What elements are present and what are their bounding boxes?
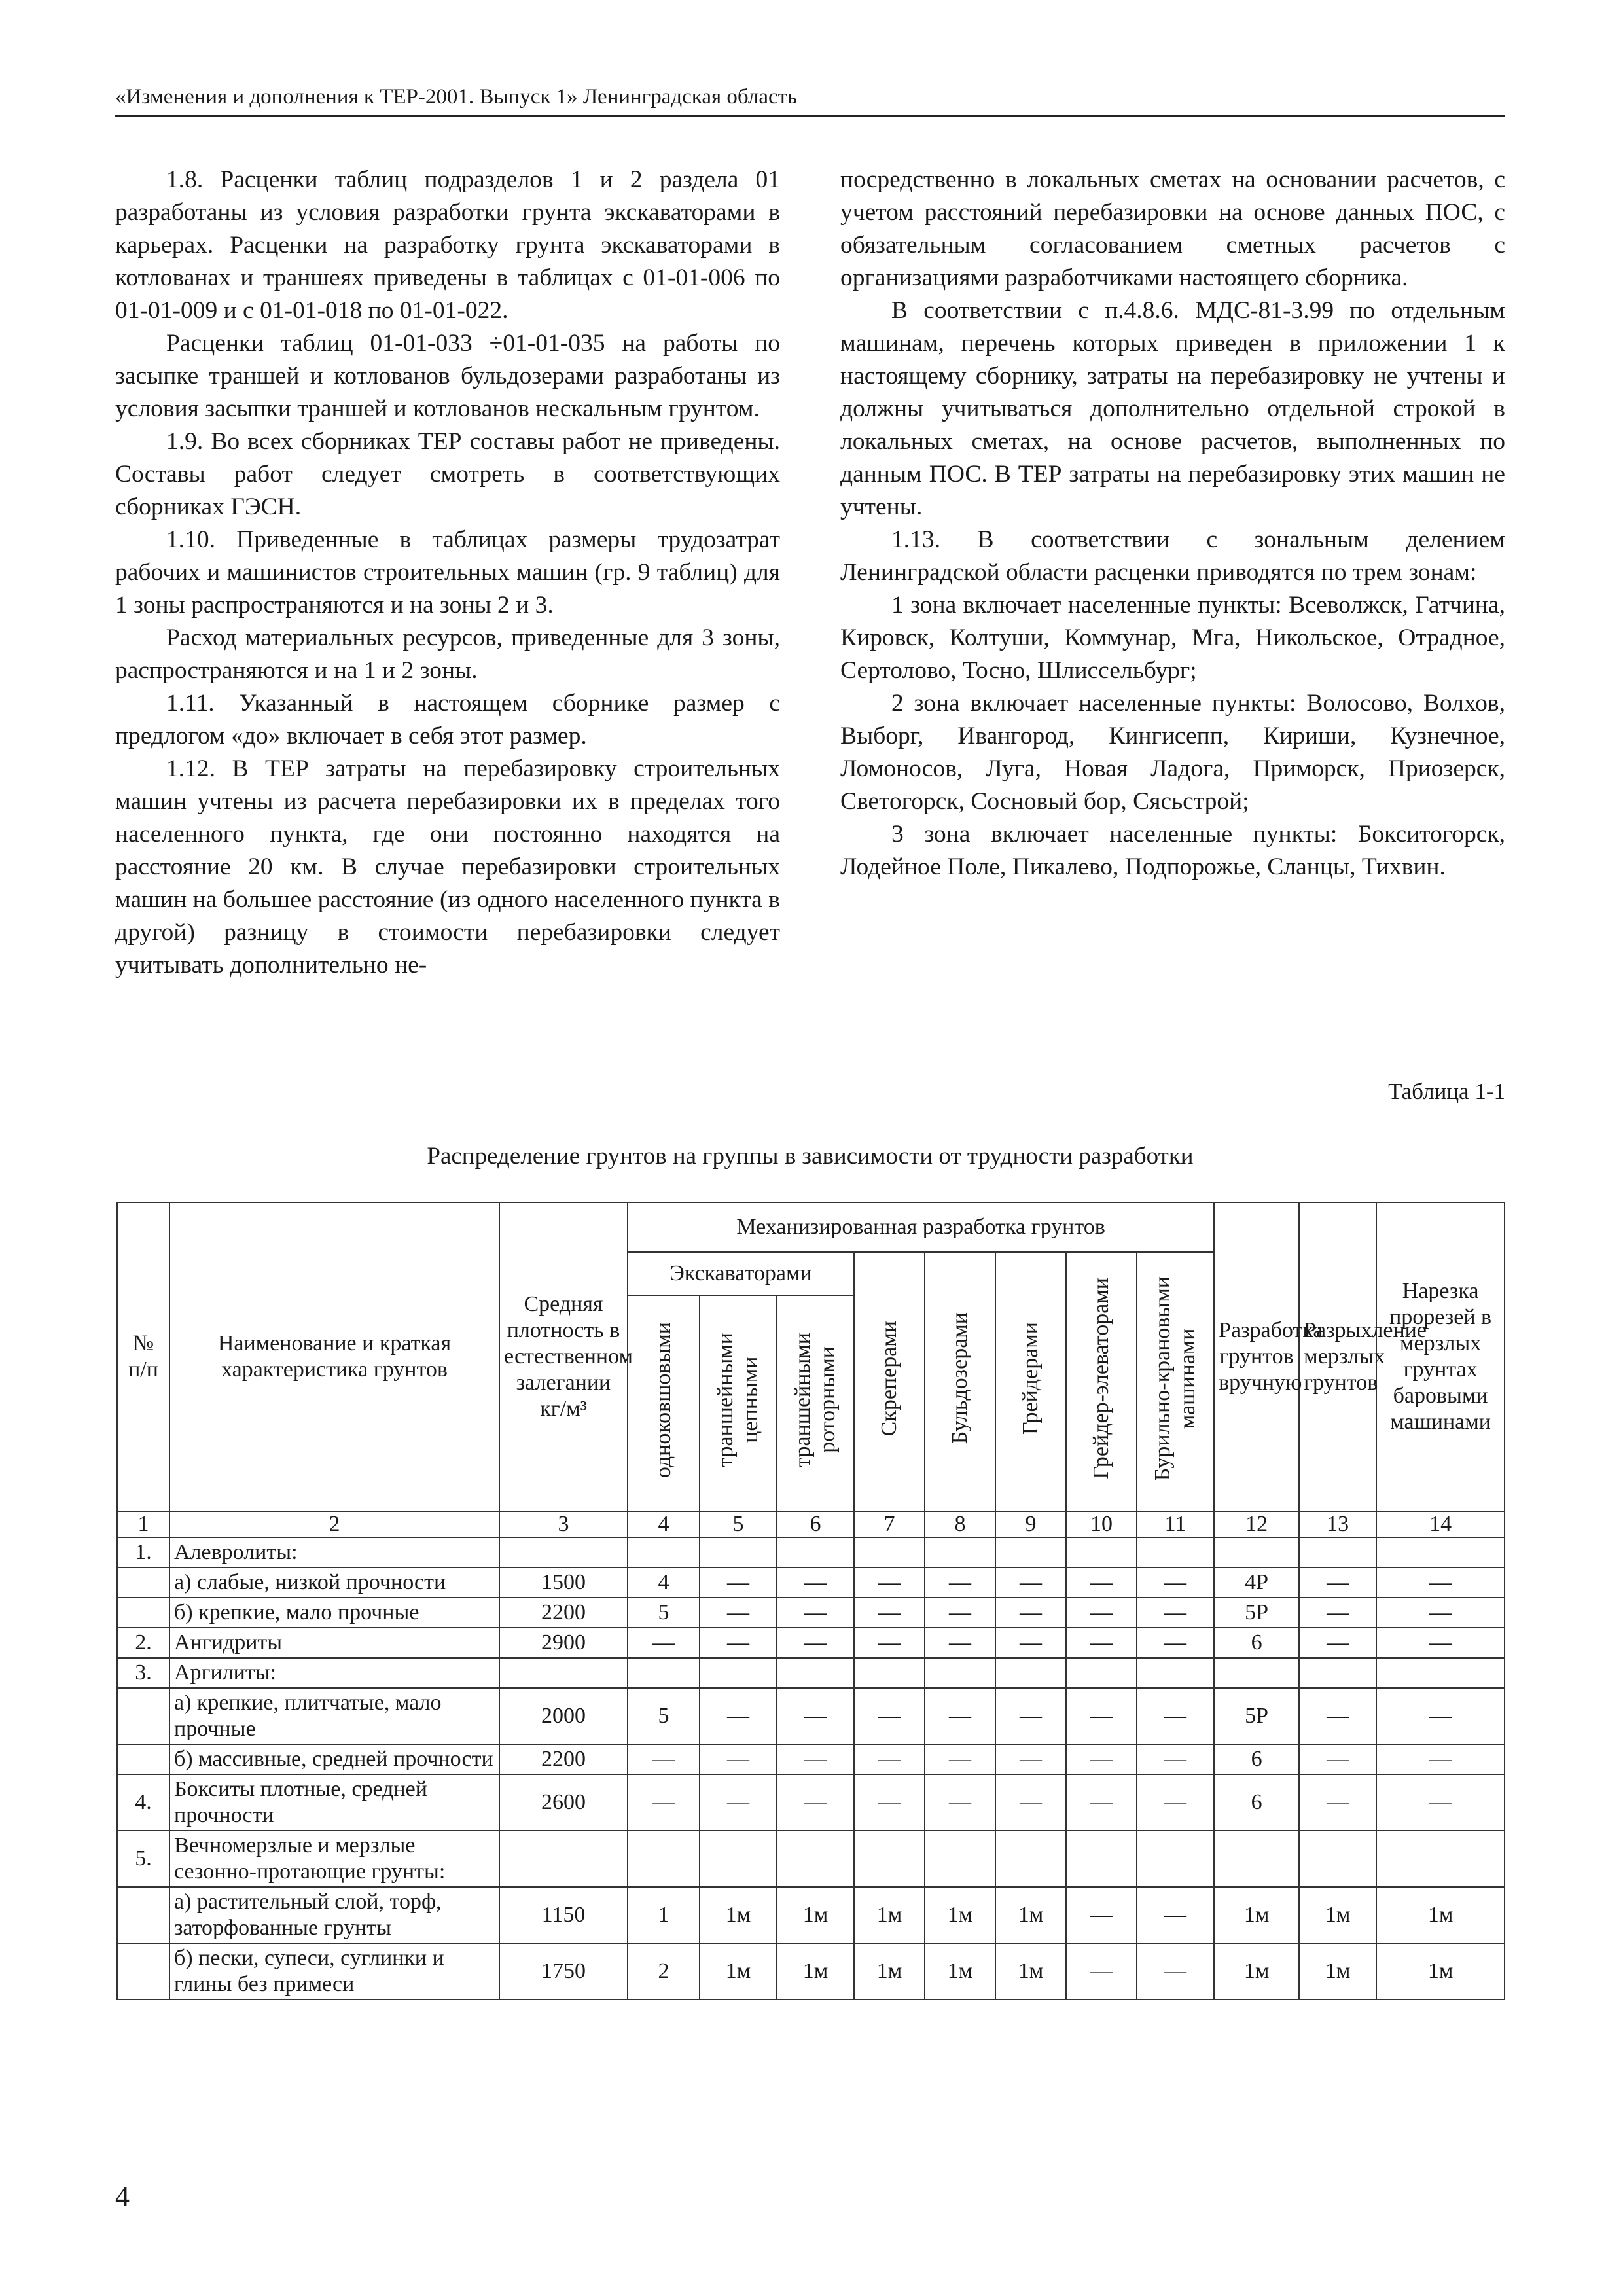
header-cutting: Нарезка прорезей в мерзлых грунтах баровыми машинами	[1376, 1202, 1505, 1511]
table-cell: —	[777, 1598, 854, 1628]
paragraph: Расценки таблиц 01-01-033 ÷01-01-035 на работы по засыпке траншей и котлованов бульдозерами разработаны из условия засыпки траншей и котлованов нескальным грунтом.	[115, 330, 780, 422]
table-cell: —	[777, 1628, 854, 1658]
table-cell	[925, 1831, 995, 1887]
table-cell: —	[995, 1744, 1066, 1774]
table-caption: Таблица 1-1	[1388, 1079, 1505, 1104]
row-name: Вечномерзлые и мерзлые сезонно-протающие грунты:	[169, 1831, 499, 1887]
table-cell	[700, 1658, 777, 1688]
table-cell: —	[995, 1774, 1066, 1831]
table-cell: —	[925, 1568, 995, 1598]
table-cell: 1м	[700, 1887, 777, 1943]
table-cell: —	[700, 1744, 777, 1774]
table-cell: —	[1137, 1943, 1214, 2000]
table-cell	[777, 1537, 854, 1568]
header-drilling-crane: Бурильно-крановыми машинами	[1137, 1252, 1214, 1511]
table-cell: 5	[628, 1598, 700, 1628]
table-cell: 1м	[925, 1943, 995, 2000]
table-title: Распределение грунтов на группы в зависимости от трудности разработки	[427, 1143, 1194, 1170]
table-cell	[995, 1658, 1066, 1688]
table-cell: —	[854, 1744, 925, 1774]
header-trench-chain: траншейными цепными	[700, 1295, 777, 1511]
row-number	[117, 1744, 169, 1774]
table-cell: —	[1376, 1568, 1505, 1598]
text-columns	[115, 164, 1505, 982]
table-cell: —	[995, 1688, 1066, 1744]
table-cell	[925, 1658, 995, 1688]
table-cell	[628, 1537, 700, 1568]
table-cell: 2600	[499, 1774, 628, 1831]
table-cell: 1м	[1376, 1887, 1505, 1943]
table-cell: 1м	[1299, 1943, 1376, 2000]
table-cell	[1137, 1658, 1214, 1688]
table-cell: 2000	[499, 1688, 628, 1744]
table-cell	[700, 1831, 777, 1887]
table-cell: 1м	[854, 1943, 925, 2000]
table-cell: —	[925, 1688, 995, 1744]
table-cell: 5Р	[1214, 1598, 1299, 1628]
table-cell: —	[1299, 1628, 1376, 1658]
table-cell: 2900	[499, 1628, 628, 1658]
table-cell: 1150	[499, 1887, 628, 1943]
table-cell: 1500	[499, 1568, 628, 1598]
row-number: 2.	[117, 1628, 169, 1658]
row-number	[117, 1943, 169, 2000]
row-name: а) слабые, низкой прочности	[169, 1568, 499, 1598]
row-name: а) крепкие, плитчатые, мало прочные	[169, 1688, 499, 1744]
table-cell: —	[854, 1568, 925, 1598]
table-cell: —	[700, 1628, 777, 1658]
table-cell: —	[628, 1744, 700, 1774]
left-column	[115, 164, 780, 982]
table-cell: —	[1066, 1744, 1137, 1774]
table-cell: —	[854, 1598, 925, 1628]
row-name: б) крепкие, мало прочные	[169, 1598, 499, 1628]
table-cell: 1м	[925, 1887, 995, 1943]
table-cell: —	[854, 1774, 925, 1831]
table-row	[117, 1568, 1505, 1598]
paragraph: 2 зона включает населенные пункты: Волосово, Волхов, Выборг, Ивангород, Кингисепп, Кириши, Кузнечное, Ломоносов, Луга, Новая Ладога, Приморск, Приозерск, Светогорск, Сосновый бор, Сясьстрой;	[840, 690, 1505, 815]
table-cell	[995, 1537, 1066, 1568]
table-cell: —	[1137, 1568, 1214, 1598]
row-number: 1.	[117, 1537, 169, 1568]
page-number: 4	[115, 2180, 130, 2212]
table-cell: —	[1376, 1774, 1505, 1831]
header-manual: Разработка грунтов вручную	[1214, 1202, 1299, 1511]
row-name: Аргилиты:	[169, 1658, 499, 1688]
table-cell: —	[1137, 1774, 1214, 1831]
header-trench-rotor: траншейными роторными	[777, 1295, 854, 1511]
table-cell: —	[1066, 1568, 1137, 1598]
table-cell	[1376, 1831, 1505, 1887]
table-cell: 1м	[700, 1943, 777, 2000]
table-row	[117, 1598, 1505, 1628]
table-cell	[1376, 1537, 1505, 1568]
table-cell: —	[777, 1688, 854, 1744]
paragraph: 1.12. В ТЕР затраты на перебазировку строительных машин учтены из расчета перебазировки их в пределах того населенного пункта, где они постоянно находятся на расстояние 20 км. В случае перебазировки строительных машин на большее расстояние (из одного населенного пункта в другой) разницу в стоимости перебазировки следует учитывать дополнительно не-	[115, 755, 780, 978]
paragraph: 1.10. Приведенные в таблицах размеры трудозатрат рабочих и машинистов строительных машин (гр. 9 таблиц) для 1 зоны распространяются и на зоны 2 и 3.	[115, 526, 780, 619]
header-num: № п/п	[117, 1202, 169, 1511]
header-loosening: Разрыхление мерзлых грунтов	[1299, 1202, 1376, 1511]
table-cell: —	[628, 1628, 700, 1658]
table-row	[117, 1628, 1505, 1658]
table-cell: —	[995, 1598, 1066, 1628]
table-row	[117, 1688, 1505, 1744]
table-cell: —	[1066, 1943, 1137, 2000]
table-cell: 1м	[1214, 1887, 1299, 1943]
table-cell: —	[854, 1688, 925, 1744]
table-cell: —	[1376, 1598, 1505, 1628]
table-cell: 2200	[499, 1598, 628, 1628]
table-cell: —	[628, 1774, 700, 1831]
table-cell: 6	[1214, 1774, 1299, 1831]
table-row	[117, 1831, 1505, 1887]
table-cell	[995, 1831, 1066, 1887]
table-cell: —	[700, 1568, 777, 1598]
table-cell: 5Р	[1214, 1688, 1299, 1744]
table-cell	[854, 1537, 925, 1568]
table-cell: 1м	[1214, 1943, 1299, 2000]
table-row	[117, 1774, 1505, 1831]
row-name: б) пески, супеси, суглинки и глины без примеси	[169, 1943, 499, 2000]
table-cell	[777, 1658, 854, 1688]
table-cell: —	[925, 1774, 995, 1831]
paragraph: посредственно в локальных сметах на основании расчетов, с учетом расстояний перебазировки на основе данных ПОС, с обязательным согласованием сметных расчетов с организациями разработчиками настоящего сборника.	[840, 166, 1505, 291]
table-cell: —	[1299, 1688, 1376, 1744]
row-number	[117, 1688, 169, 1744]
table-cell: 1м	[777, 1943, 854, 2000]
header-bulldozers: Бульдозерами	[925, 1252, 995, 1511]
table-cell	[1299, 1658, 1376, 1688]
table-cell: —	[777, 1774, 854, 1831]
table-cell: 1м	[1376, 1943, 1505, 2000]
table-cell: 5	[628, 1688, 700, 1744]
table-cell: —	[854, 1628, 925, 1658]
table-cell: 1750	[499, 1943, 628, 2000]
header-name: Наименование и краткая характеристика грунтов	[169, 1202, 499, 1511]
header-grader-elevators: Грейдер-элеваторами	[1066, 1252, 1137, 1511]
table-cell	[1299, 1537, 1376, 1568]
table-cell: 1м	[1299, 1887, 1376, 1943]
header-single-bucket: одноковшовыми	[628, 1295, 700, 1511]
table-cell	[1066, 1537, 1137, 1568]
table-cell	[1214, 1831, 1299, 1887]
table-cell	[925, 1537, 995, 1568]
table-cell	[1066, 1831, 1137, 1887]
soil-groups-table	[116, 1202, 1505, 2000]
row-name: а) растительный слой, торф, заторфованные грунты	[169, 1887, 499, 1943]
row-name: Алевролиты:	[169, 1537, 499, 1568]
table-cell	[1214, 1537, 1299, 1568]
table-cell	[499, 1658, 628, 1688]
table-cell: —	[1376, 1628, 1505, 1658]
table-cell: 6	[1214, 1744, 1299, 1774]
table-cell: —	[995, 1568, 1066, 1598]
table-cell: —	[700, 1774, 777, 1831]
table-cell: 1	[628, 1887, 700, 1943]
table-cell	[499, 1537, 628, 1568]
table-cell	[1137, 1831, 1214, 1887]
table-cell: —	[925, 1598, 995, 1628]
table-cell: —	[1066, 1688, 1137, 1744]
header-mechanized: Механизированная разработка грунтов	[628, 1202, 1214, 1252]
paragraph: 1.8. Расценки таблиц подразделов 1 и 2 раздела 01 разработаны из условия разработки грунта экскаваторами в карьерах. Расценки на разработку грунта экскаваторами в котлованах и траншеях приведены в таблицах с 01-01-006 по 01-01-009 и с 01-01-018 по 01-01-022.	[115, 166, 780, 324]
table-cell: —	[1137, 1744, 1214, 1774]
table-cell: —	[1299, 1744, 1376, 1774]
table-cell	[1214, 1658, 1299, 1688]
table-cell	[700, 1537, 777, 1568]
table-cell: —	[995, 1628, 1066, 1658]
table-cell	[854, 1658, 925, 1688]
table-cell: 2200	[499, 1744, 628, 1774]
paragraph: Расход материальных ресурсов, приведенные для 3 зоны, распространяются и на 1 и 2 зоны.	[115, 624, 780, 684]
table-cell: 2	[628, 1943, 700, 2000]
table-cell: —	[1299, 1774, 1376, 1831]
row-number	[117, 1598, 169, 1628]
table-cell	[628, 1831, 700, 1887]
table-row	[117, 1744, 1505, 1774]
table-cell: —	[1066, 1628, 1137, 1658]
table-cell: —	[1299, 1598, 1376, 1628]
table-cell	[628, 1658, 700, 1688]
table-cell: 1м	[854, 1887, 925, 1943]
table-cell: —	[1137, 1628, 1214, 1658]
paragraph: 1.11. Указанный в настоящем сборнике размер с предлогом «до» включает в себя этот размер.	[115, 690, 780, 749]
column-numbers-row: 1 2 3 4 5 6 7 8 9 10 11 12 13 14	[117, 1511, 1505, 1537]
table-cell: —	[1137, 1887, 1214, 1943]
paragraph: 1.9. Во всех сборниках ТЕР составы работ не приведены. Составы работ следует смотреть в соответствующих сборниках ГЭСН.	[115, 428, 780, 520]
table-cell: —	[1066, 1598, 1137, 1628]
row-number: 4.	[117, 1774, 169, 1831]
table-cell: —	[1137, 1598, 1214, 1628]
table-cell: —	[1066, 1774, 1137, 1831]
table-cell: —	[1137, 1688, 1214, 1744]
table-cell	[1299, 1831, 1376, 1887]
paragraph: 1.13. В соответствии с зональным делением Ленинградской области расценки приводятся по трем зонам:	[840, 526, 1505, 586]
table-cell: 6	[1214, 1628, 1299, 1658]
table-cell: 4Р	[1214, 1568, 1299, 1598]
header-excavators: Экскаваторами	[628, 1252, 854, 1295]
table-row	[117, 1887, 1505, 1943]
table-cell	[854, 1831, 925, 1887]
header-graders: Грейдерами	[995, 1252, 1066, 1511]
table-cell: 1м	[995, 1943, 1066, 2000]
table-row	[117, 1537, 1505, 1568]
table-cell: 1м	[777, 1887, 854, 1943]
row-number	[117, 1887, 169, 1943]
row-name: Бокситы плотные, средней прочности	[169, 1774, 499, 1831]
table-cell: 1м	[995, 1887, 1066, 1943]
table-cell: 4	[628, 1568, 700, 1598]
table-row	[117, 1658, 1505, 1688]
paragraph: 1 зона включает населенные пункты: Всеволжск, Гатчина, Кировск, Колтуши, Коммунар, Мга, Никольское, Отрадное, Сертолово, Тосно, Шлиссельбург;	[840, 592, 1505, 684]
row-number: 5.	[117, 1831, 169, 1887]
table-cell: —	[777, 1744, 854, 1774]
table-cell: —	[777, 1568, 854, 1598]
row-number	[117, 1568, 169, 1598]
table-cell: —	[1299, 1568, 1376, 1598]
right-column	[840, 164, 1505, 982]
table-cell	[1137, 1537, 1214, 1568]
running-header: «Изменения и дополнения к ТЕР-2001. Выпуск 1» Ленинградская область	[115, 85, 1505, 117]
header-scrapers: Скреперами	[854, 1252, 925, 1511]
row-number: 3.	[117, 1658, 169, 1688]
table-cell	[1376, 1658, 1505, 1688]
table-cell	[499, 1831, 628, 1887]
row-name: б) массивные, средней прочности	[169, 1744, 499, 1774]
header-density: Средняя плотность в естественном залегании кг/м³	[499, 1202, 628, 1511]
table-cell: —	[925, 1744, 995, 1774]
table-cell: —	[925, 1628, 995, 1658]
table-cell: —	[700, 1598, 777, 1628]
table-cell	[1066, 1658, 1137, 1688]
table-cell: —	[1066, 1887, 1137, 1943]
table-cell: —	[700, 1688, 777, 1744]
table-cell	[777, 1831, 854, 1887]
table-cell: —	[1376, 1688, 1505, 1744]
table-cell: —	[1376, 1744, 1505, 1774]
row-name: Ангидриты	[169, 1628, 499, 1658]
paragraph: 3 зона включает населенные пункты: Бокситогорск, Лодейное Поле, Пикалево, Подпорожье, Сланцы, Тихвин.	[840, 821, 1505, 880]
paragraph: В соответствии с п.4.8.6. МДС-81-3.99 по отдельным машинам, перечень которых приведен в приложении 1 к настоящему сборнику, затраты на перебазировку не учтены и должны учитываться дополнительно отдельной строкой в локальных сметах, на основе расчетов, выполненных по данным ПОС. В ТЕР затраты на перебазировку этих машин не учтены.	[840, 297, 1505, 520]
table-row	[117, 1943, 1505, 2000]
